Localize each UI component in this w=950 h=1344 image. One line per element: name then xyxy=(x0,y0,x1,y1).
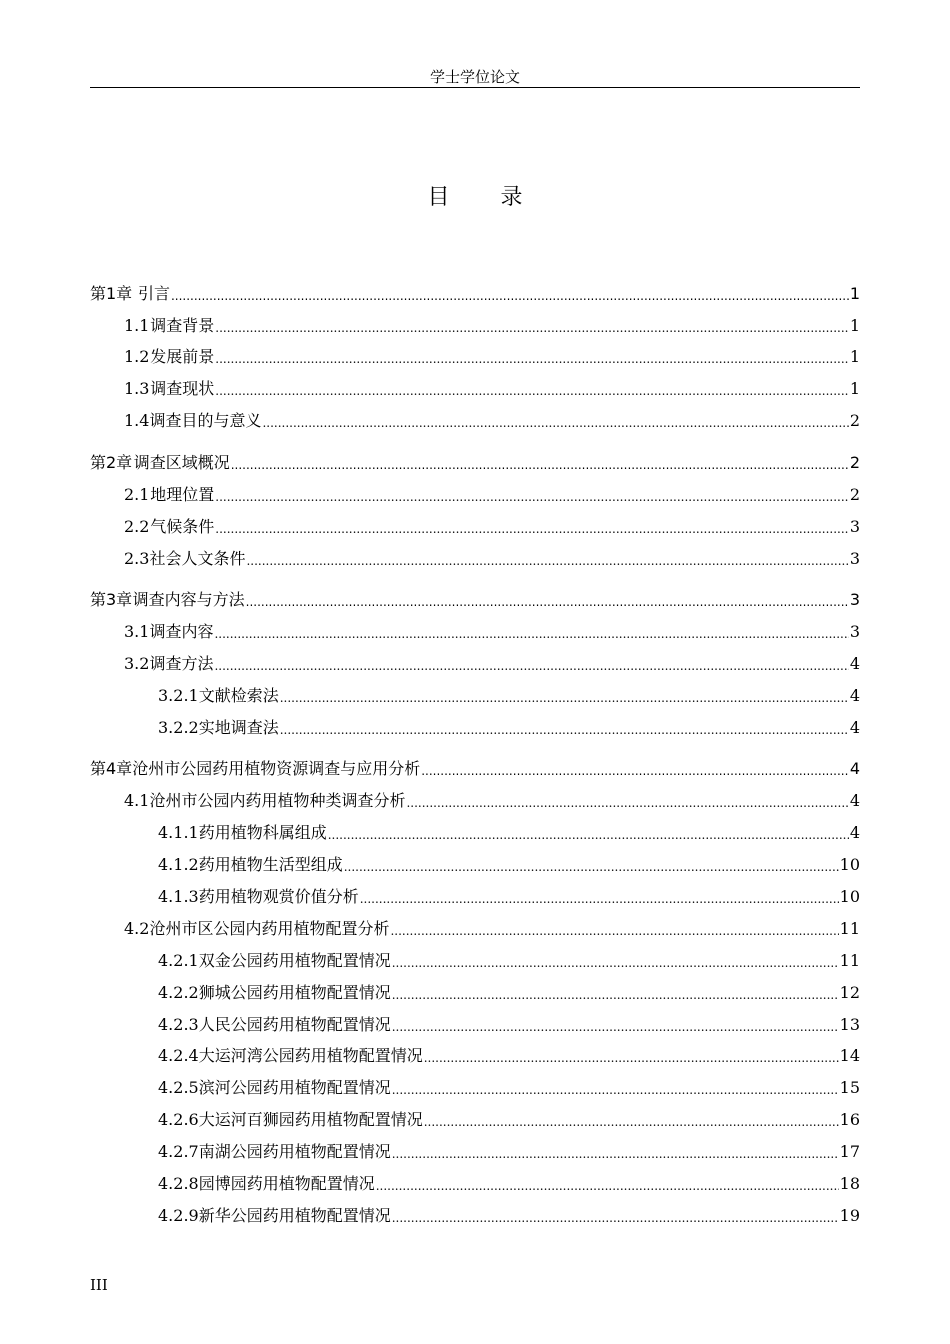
toc-leader-dots xyxy=(344,858,839,876)
toc-entry-page: 4 xyxy=(849,791,860,810)
toc-entry-number: 4.2.2 xyxy=(158,983,199,1002)
toc-leader-dots xyxy=(392,1145,839,1163)
toc-entry-label: 调查内容 xyxy=(149,622,214,641)
toc-entry-page: 4 xyxy=(849,718,860,737)
toc-leader-dots xyxy=(376,1177,839,1195)
toc-entry-number: 4.1 xyxy=(124,791,150,810)
toc-entry-label: 新华公园药用植物配置情况 xyxy=(198,1206,391,1225)
toc-leader-dots xyxy=(424,1113,839,1131)
toc-entry-number: 4.2 xyxy=(124,919,150,938)
toc-entry-2-3[interactable] xyxy=(90,546,860,570)
toc-entry-chapter-1[interactable] xyxy=(90,281,860,305)
toc-entry-page: 1 xyxy=(849,316,860,335)
toc-entry-page: 4 xyxy=(849,654,860,673)
toc-entry-label: 气候条件 xyxy=(150,517,215,536)
toc-entry-4-2-5[interactable] xyxy=(90,1075,860,1099)
toc-entry-chapter-2[interactable] xyxy=(90,450,860,474)
toc-leader-dots xyxy=(215,488,849,506)
toc-entry-number: 4.2.7 xyxy=(158,1142,199,1161)
toc-entry-number: 第1章 xyxy=(90,284,133,303)
toc-entry-1-3[interactable] xyxy=(90,376,860,400)
toc-entry-label: 调查目的与意义 xyxy=(149,411,262,430)
toc-leader-dots xyxy=(392,954,839,972)
toc-entry-label: 发展前景 xyxy=(150,347,215,366)
toc-entry-label: 药用植物生活型组成 xyxy=(198,855,343,874)
toc-entry-label: 南湖公园药用植物配置情况 xyxy=(198,1142,391,1161)
toc-entry-number: 3.1 xyxy=(124,622,150,641)
toc-entry-page: 3 xyxy=(849,549,860,568)
toc-entry-label: 调查区域概况 xyxy=(133,453,230,472)
toc-leader-dots xyxy=(392,1209,839,1227)
toc-entry-page: 3 xyxy=(849,622,860,641)
toc-leader-dots xyxy=(246,593,849,611)
toc-entry-label: 大运河湾公园药用植物配置情况 xyxy=(198,1046,423,1065)
toc-entry-number: 4.2.8 xyxy=(158,1174,199,1193)
toc-leader-dots xyxy=(392,986,839,1004)
toc-entry-page: 3 xyxy=(849,590,860,609)
toc-entry-label: 大运河百狮园药用植物配置情况 xyxy=(198,1110,423,1129)
toc-entry-page: 13 xyxy=(839,1015,860,1034)
table-of-contents xyxy=(90,0,860,1344)
page-number: III xyxy=(90,1276,108,1294)
toc-entry-page: 19 xyxy=(839,1206,860,1225)
toc-leader-dots xyxy=(406,794,848,812)
toc-leader-dots xyxy=(214,625,848,643)
toc-entry-4-2-8[interactable] xyxy=(90,1171,860,1195)
toc-leader-dots xyxy=(280,721,849,739)
toc-entry-number: 3.2 xyxy=(124,654,150,673)
toc-entry-page: 4 xyxy=(849,823,860,842)
toc-entry-4-1-2[interactable] xyxy=(90,852,860,876)
toc-title: 目 录 xyxy=(427,185,545,210)
toc-entry-page: 11 xyxy=(839,951,860,970)
toc-entry-3-2-1[interactable] xyxy=(90,683,860,707)
toc-entry-number: 4.1.2 xyxy=(158,855,199,874)
toc-entry-label: 调查方法 xyxy=(149,654,214,673)
toc-entry-number: 4.2.5 xyxy=(158,1078,199,1097)
toc-leader-dots xyxy=(424,1049,839,1067)
toc-entry-number: 第2章 xyxy=(90,453,133,472)
toc-entry-chapter-4[interactable] xyxy=(90,756,860,780)
toc-entry-label: 引言 xyxy=(137,284,170,303)
toc-entry-number: 1.1 xyxy=(124,316,150,335)
toc-entry-1-4[interactable] xyxy=(90,408,860,432)
toc-entry-label: 沧州市公园药用植物资源调查与应用分析 xyxy=(132,759,421,778)
toc-entry-number: 4.1.3 xyxy=(158,887,199,906)
toc-entry-label: 沧州市公园内药用植物种类调查分析 xyxy=(149,791,406,810)
toc-entry-number: 第4章 xyxy=(90,759,133,778)
toc-entry-3-1[interactable] xyxy=(90,619,860,643)
toc-entry-page: 4 xyxy=(849,759,860,778)
toc-entry-number: 1.3 xyxy=(124,379,150,398)
toc-entry-label: 调查背景 xyxy=(150,316,215,335)
toc-leader-dots xyxy=(215,350,849,368)
toc-entry-3-2[interactable] xyxy=(90,651,860,675)
toc-leader-dots xyxy=(215,382,849,400)
toc-entry-page: 1 xyxy=(849,284,860,303)
toc-entry-page: 1 xyxy=(849,347,860,366)
toc-entry-4-2-2[interactable] xyxy=(90,980,860,1004)
toc-entry-number: 第3章 xyxy=(90,590,133,609)
toc-leader-dots xyxy=(392,1081,839,1099)
toc-entry-label: 药用植物观赏价值分析 xyxy=(198,887,359,906)
toc-entry-label: 沧州市区公园内药用植物配置分析 xyxy=(149,919,390,938)
toc-entry-page: 1 xyxy=(849,379,860,398)
toc-leader-dots xyxy=(215,520,849,538)
toc-entry-page: 17 xyxy=(839,1142,860,1161)
toc-entry-page: 10 xyxy=(839,855,860,874)
toc-entry-4-1[interactable] xyxy=(90,788,860,812)
toc-entry-label: 地理位置 xyxy=(150,485,215,504)
toc-entry-number: 3.2.1 xyxy=(158,686,199,705)
toc-entry-4-2-7[interactable] xyxy=(90,1139,860,1163)
toc-entry-3-2-2[interactable] xyxy=(90,715,860,739)
toc-entry-label: 双金公园药用植物配置情况 xyxy=(198,951,391,970)
toc-entry-number: 1.4 xyxy=(124,411,150,430)
toc-entry-2-2[interactable] xyxy=(90,514,860,538)
toc-leader-dots xyxy=(231,456,849,474)
toc-entry-label: 滨河公园药用植物配置情况 xyxy=(198,1078,391,1097)
toc-entry-page: 14 xyxy=(839,1046,860,1065)
toc-entry-page: 2 xyxy=(849,485,860,504)
toc-leader-dots xyxy=(328,826,849,844)
toc-entry-label: 调查现状 xyxy=(150,379,215,398)
toc-leader-dots xyxy=(246,552,848,570)
toc-entry-label: 药用植物科属组成 xyxy=(198,823,327,842)
toc-entry-label: 文献检索法 xyxy=(198,686,279,705)
toc-entry-label: 园博园药用植物配置情况 xyxy=(198,1174,375,1193)
toc-entry-page: 18 xyxy=(839,1174,860,1193)
toc-entry-1-2[interactable] xyxy=(90,344,860,368)
running-header: 学士学位论文 xyxy=(429,68,520,86)
toc-entry-4-2-1[interactable] xyxy=(90,948,860,972)
toc-leader-dots xyxy=(360,890,839,908)
toc-leader-dots xyxy=(214,657,848,675)
toc-entry-4-2-4[interactable] xyxy=(90,1043,860,1067)
toc-entry-2-1[interactable] xyxy=(90,482,860,506)
toc-entry-number: 2.2 xyxy=(124,517,150,536)
toc-entry-label: 实地调查法 xyxy=(198,718,279,737)
toc-entry-label: 调查内容与方法 xyxy=(132,590,245,609)
toc-entry-label: 狮城公园药用植物配置情况 xyxy=(198,983,391,1002)
toc-entry-page: 15 xyxy=(839,1078,860,1097)
toc-entry-number: 1.2 xyxy=(124,347,150,366)
toc-leader-dots xyxy=(262,414,848,432)
toc-leader-dots xyxy=(421,762,849,780)
toc-entry-4-1-3[interactable] xyxy=(90,884,860,908)
toc-entry-label: 社会人文条件 xyxy=(149,549,246,568)
toc-entry-4-2-6[interactable] xyxy=(90,1107,860,1131)
toc-entry-number: 4.1.1 xyxy=(158,823,199,842)
toc-entry-page: 4 xyxy=(849,686,860,705)
toc-entry-number: 2.3 xyxy=(124,549,150,568)
toc-entry-page: 10 xyxy=(839,887,860,906)
toc-entry-page: 2 xyxy=(849,411,860,430)
toc-entry-number: 3.2.2 xyxy=(158,718,199,737)
toc-entry-page: 2 xyxy=(849,453,860,472)
toc-leader-dots xyxy=(215,319,849,337)
toc-entry-page: 16 xyxy=(839,1110,860,1129)
toc-leader-dots xyxy=(171,287,849,305)
toc-entry-4-2-3[interactable] xyxy=(90,1012,860,1036)
toc-entry-4-1-1[interactable] xyxy=(90,820,860,844)
toc-leader-dots xyxy=(392,1018,839,1036)
toc-entry-4-2-9[interactable] xyxy=(90,1203,860,1227)
toc-entry-chapter-3[interactable] xyxy=(90,587,860,611)
toc-entry-4-2[interactable] xyxy=(90,916,860,940)
toc-leader-dots xyxy=(280,689,849,707)
toc-entry-number: 4.2.4 xyxy=(158,1046,199,1065)
toc-entry-page: 3 xyxy=(849,517,860,536)
toc-entry-label: 人民公园药用植物配置情况 xyxy=(198,1015,391,1034)
toc-entry-page: 11 xyxy=(839,919,860,938)
toc-entry-number: 4.2.1 xyxy=(158,951,199,970)
toc-entry-number: 4.2.6 xyxy=(158,1110,199,1129)
toc-leader-dots xyxy=(390,922,838,940)
toc-entry-page: 12 xyxy=(839,983,860,1002)
toc-entry-number: 4.2.3 xyxy=(158,1015,199,1034)
toc-entry-number: 4.2.9 xyxy=(158,1206,199,1225)
toc-entry-1-1[interactable] xyxy=(90,313,860,337)
toc-entry-number: 2.1 xyxy=(124,485,150,504)
